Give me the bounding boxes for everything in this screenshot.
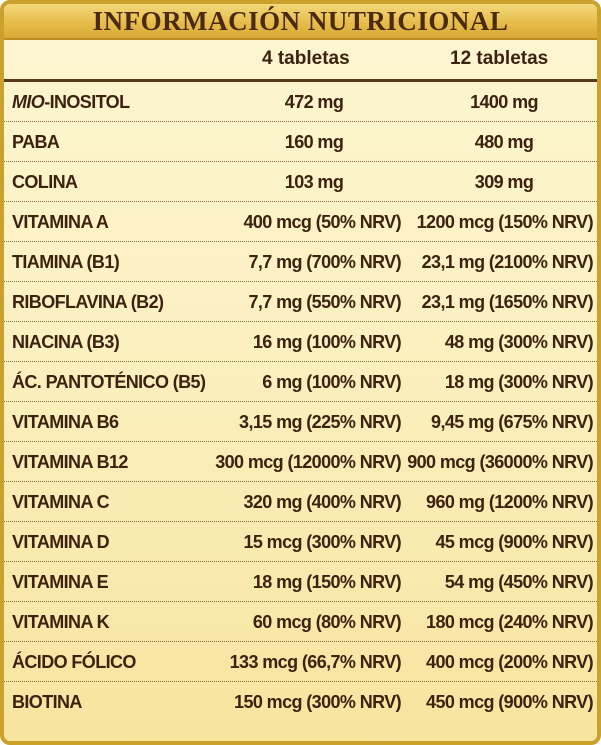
nutrient-name-text: TIAMINA (B1): [12, 251, 120, 272]
table-row: [4, 122, 597, 162]
value-12-tablets: 23,1 mg (2100% NRV): [421, 251, 593, 272]
value-4-tablets: 300 mcg (12000% NRV): [215, 451, 401, 472]
table-row: [4, 82, 597, 122]
value-12-tablets: 9,45 mg (675% NRV): [431, 411, 593, 432]
value-12-tablets: 1400 mg: [470, 91, 538, 112]
value-4-tablets: 103 mg: [284, 171, 344, 192]
table-row: [4, 482, 597, 522]
table-row: [4, 562, 597, 602]
nutrient-name-text: VITAMINA A: [12, 211, 109, 232]
table-row: [4, 602, 597, 642]
nutrient-name-text: VITAMINA E: [12, 571, 108, 592]
value-4-tablets: 60 mcg (80% NRV): [252, 611, 401, 632]
value-4-tablets: 472 mg: [284, 91, 344, 112]
nutrient-name: [12, 202, 108, 242]
table-row: [4, 242, 597, 282]
nutrient-name: [12, 682, 82, 722]
column-header-12-tablets: 12 tabletas: [450, 48, 549, 69]
value-4-tablets: 18 mg (150% NRV): [252, 571, 401, 592]
nutrient-name-text: VITAMINA K: [12, 611, 109, 632]
value-12-tablets: 45 mcg (900% NRV): [435, 531, 593, 552]
nutrient-name-text: VITAMINA B12: [12, 451, 128, 472]
nutrient-name: [12, 362, 205, 402]
nutrient-name-italic-prefix: MIO: [12, 91, 45, 112]
value-12-tablets: 309 mg: [474, 171, 534, 192]
nutrient-name: [12, 162, 77, 202]
value-12-tablets: 23,1 mg (1650% NRV): [421, 291, 593, 312]
nutrient-name-text: PABA: [12, 131, 60, 152]
nutrient-name-text: ÁC. PANTOTÉNICO (B5): [12, 371, 206, 392]
nutrient-name: [12, 122, 59, 162]
title-band: [4, 4, 597, 40]
nutrient-name-text: ÁCIDO FÓLICO: [12, 651, 136, 672]
value-12-tablets: 450 mcg (900% NRV): [426, 691, 593, 712]
nutrient-name: [12, 402, 118, 442]
nutrient-name: [12, 562, 108, 602]
table-row: [4, 682, 597, 722]
nutrient-name: [12, 282, 163, 322]
table-row: [4, 322, 597, 362]
table-row: [4, 522, 597, 562]
nutrient-name: [12, 442, 128, 482]
column-header-4-tablets: 4 tabletas: [262, 48, 350, 69]
value-12-tablets: 900 mcg (36000% NRV): [407, 451, 593, 472]
value-4-tablets: 400 mcg (50% NRV): [243, 211, 401, 232]
value-4-tablets: 7,7 mg (550% NRV): [248, 291, 401, 312]
nutrient-table: [4, 82, 597, 722]
nutrient-name: [12, 522, 109, 562]
nutrient-name-text: -INOSITOL: [44, 91, 130, 112]
nutrient-name-text: VITAMINA B6: [12, 411, 119, 432]
value-12-tablets: 400 mcg (200% NRV): [426, 651, 593, 672]
table-row: [4, 442, 597, 482]
nutrient-name: [12, 642, 136, 682]
nutrient-name: [12, 322, 119, 362]
nutrient-name: [12, 242, 119, 282]
value-4-tablets: 320 mg (400% NRV): [243, 491, 401, 512]
nutrient-name-text: VITAMINA C: [12, 491, 109, 512]
panel-title: INFORMACIÓN NUTRICIONAL: [92, 5, 509, 36]
table-row: [4, 282, 597, 322]
value-4-tablets: 133 mcg (66,7% NRV): [229, 651, 401, 672]
table-row: [4, 362, 597, 402]
value-4-tablets: 150 mcg (300% NRV): [234, 691, 401, 712]
value-12-tablets: 480 mg: [474, 131, 534, 152]
value-12-tablets: 54 mg (450% NRV): [444, 571, 593, 592]
value-4-tablets: 160 mg: [284, 131, 344, 152]
value-4-tablets: 15 mcg (300% NRV): [243, 531, 401, 552]
value-12-tablets: 1200 mcg (150% NRV): [416, 211, 593, 232]
nutrient-name: [12, 482, 109, 522]
value-12-tablets: 180 mcg (240% NRV): [426, 611, 593, 632]
nutrient-name-text: NIACINA (B3): [12, 331, 120, 352]
value-12-tablets: 48 mg (300% NRV): [444, 331, 593, 352]
nutrient-name-text: RIBOFLAVINA (B2): [12, 291, 164, 312]
table-row: [4, 402, 597, 442]
nutrient-name: [12, 82, 129, 122]
table-row: [4, 162, 597, 202]
value-4-tablets: 16 mg (100% NRV): [252, 331, 401, 352]
nutrient-name-text: BIOTINA: [12, 691, 82, 712]
value-4-tablets: 7,7 mg (700% NRV): [248, 251, 401, 272]
nutrient-name-text: VITAMINA D: [12, 531, 109, 552]
table-row: [4, 202, 597, 242]
nutrient-name: [12, 602, 109, 642]
value-4-tablets: 6 mg (100% NRV): [262, 371, 401, 392]
table-row: [4, 642, 597, 682]
nutrient-name-text: COLINA: [12, 171, 78, 192]
value-4-tablets: 3,15 mg (225% NRV): [239, 411, 401, 432]
value-12-tablets: 960 mg (1200% NRV): [426, 491, 593, 512]
value-12-tablets: 18 mg (300% NRV): [444, 371, 593, 392]
